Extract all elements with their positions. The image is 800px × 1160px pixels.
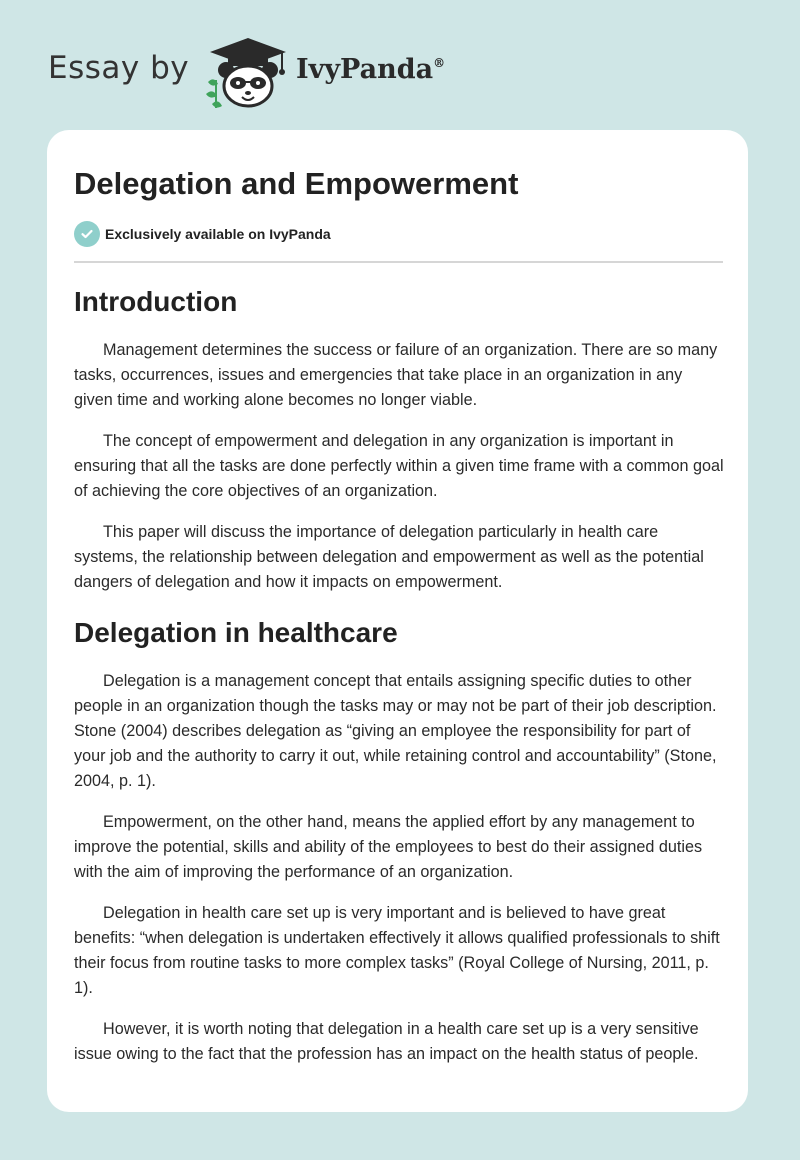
essay-card — [47, 130, 748, 1112]
exclusive-label: Exclusively available on IvyPanda — [105, 226, 331, 242]
section-delegation-in-healthcare — [74, 611, 724, 1067]
article-body — [74, 280, 724, 1083]
paragraph: Delegation is a management concept that entails assigning specific duties to other people in an organization though the tasks may or may not be part of their job description. Stone (2004) describes delegation as “giving an employee the responsibility for part of your job and the authority to carry it out, while retaining control and accountability” (Stone, 2004, p. 1). — [74, 672, 717, 790]
site-header — [0, 0, 800, 120]
section-introduction — [74, 280, 724, 595]
check-circle-icon — [74, 221, 100, 247]
section-heading: Delegation in healthcare — [74, 617, 398, 648]
panda-graduate-icon[interactable] — [200, 36, 296, 110]
paragraph: However, it is worth noting that delegation in a health care set up is a very sensitive issue owing to the fact that the profession has an impact on the health status of people. — [74, 1020, 699, 1063]
paragraph: Empowerment, on the other hand, means the applied effort by any management to improve the potential, skills and ability of the employees to best do their assigned duties with the aim of improving the performance of an organization. — [74, 813, 703, 881]
paragraph: The concept of empowerment and delegation in any organization is important in ensuring that all the tasks are done perfectly within a given time frame with a common goal of achieving the core objectives of an organization. — [74, 432, 724, 500]
registered-mark: ® — [433, 56, 446, 70]
divider — [74, 261, 723, 263]
brand-logo-text[interactable] — [296, 54, 445, 85]
brand-name: IvyPanda — [296, 54, 434, 85]
section-heading: Introduction — [74, 286, 238, 317]
paragraph: This paper will discuss the importance of delegation particularly in health care systems, the relationship between delegation and empowerment as well as the potential dangers of delegation and how it impacts on empowerment. — [74, 523, 704, 591]
paragraph: Management determines the success or failure of an organization. There are so many tasks, occurrences, issues and emergencies that take place in an organization in any given time and working alone becomes no longer viable. — [74, 341, 718, 409]
page-title: Delegation and Empowerment — [74, 166, 519, 201]
exclusive-badge — [74, 221, 331, 247]
essay-by-label: Essay by — [48, 50, 190, 86]
paragraph: Delegation in health care set up is very important and is believed to have great benefits: “when delegation is undertaken effectively it allows qualified professionals to shift their focus from routine tasks to more complex tasks” (Royal College of Nursing, 2011, p. 1). — [74, 904, 720, 997]
